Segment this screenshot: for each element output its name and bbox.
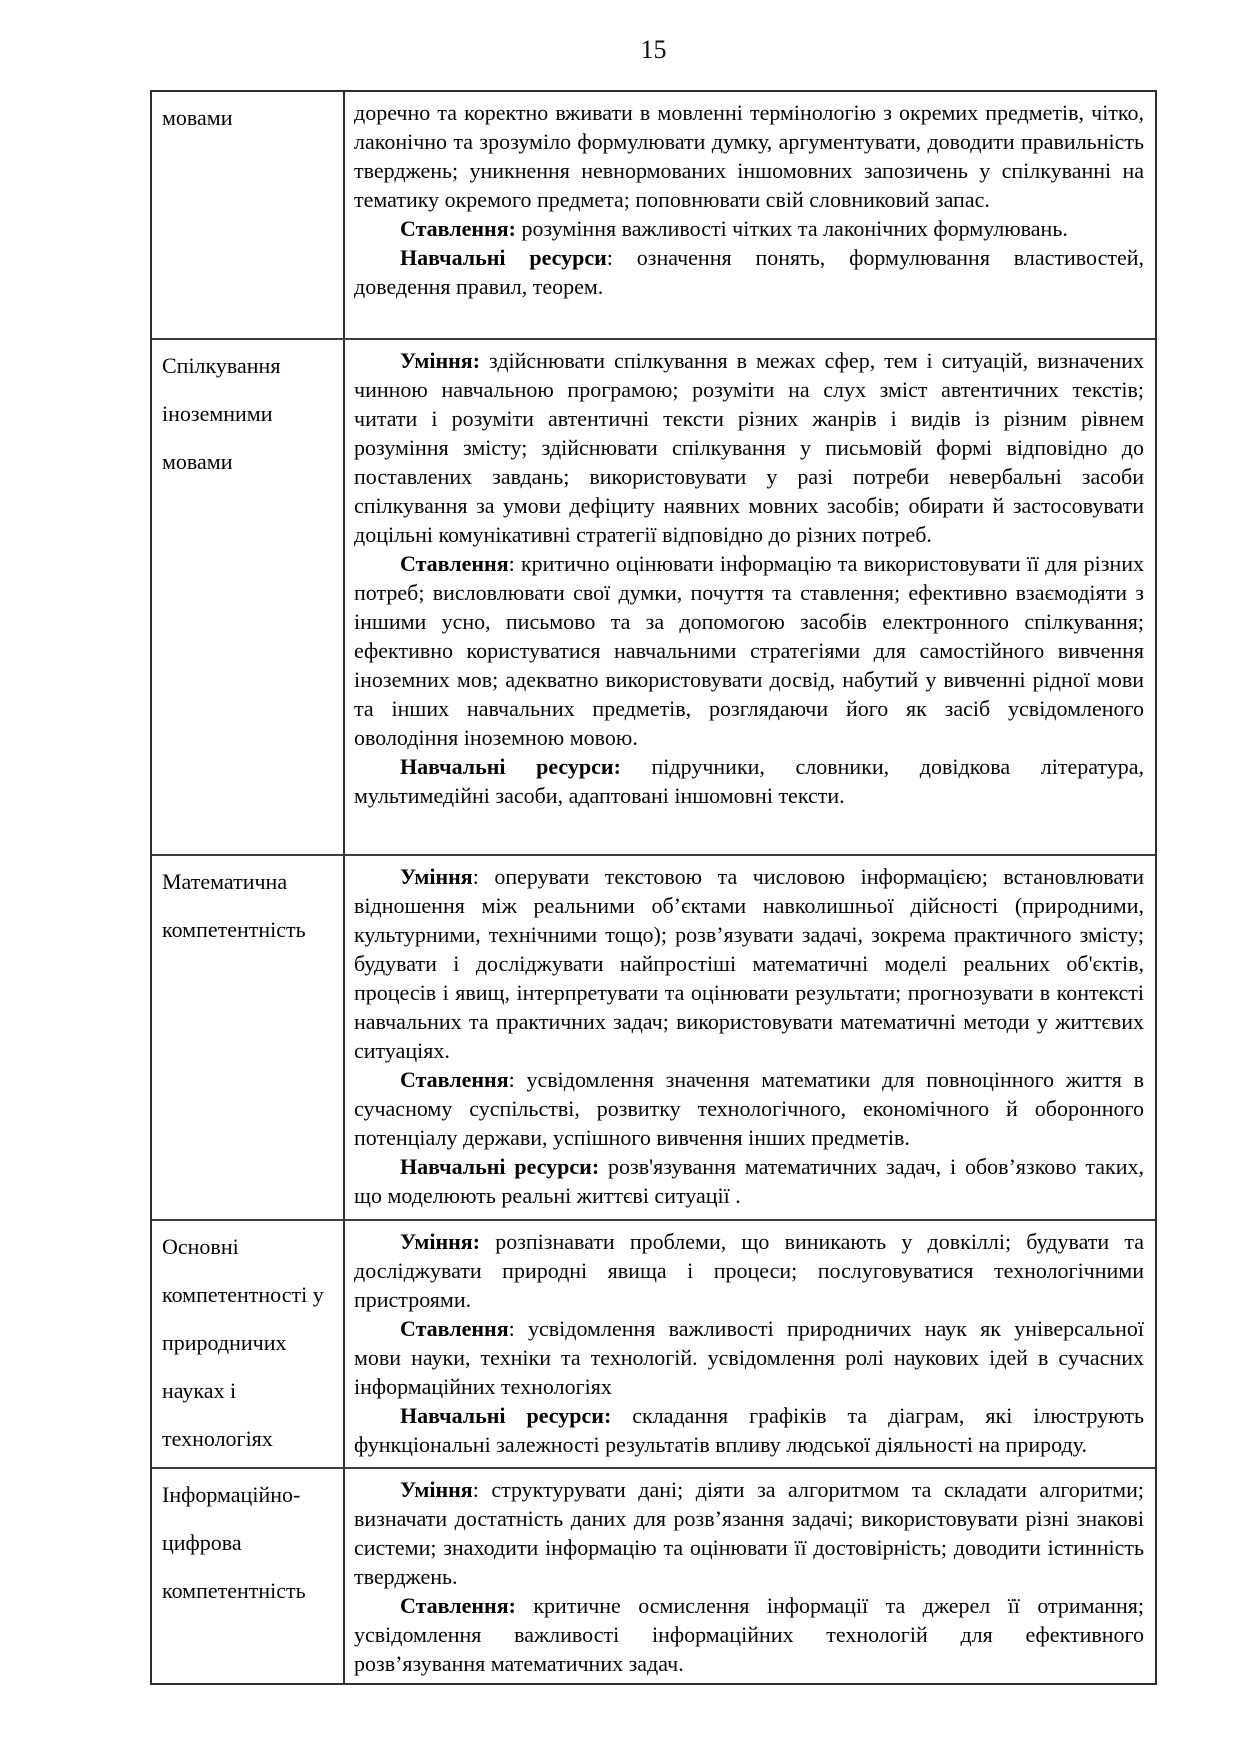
paragraph-text: розуміння важливості чітких та лаконічних формулювань.: [515, 216, 1068, 241]
paragraph-label: Уміння:: [400, 1229, 481, 1254]
paragraph-label: Уміння:: [400, 348, 481, 373]
description-paragraph: [354, 752, 1144, 810]
description-paragraph: [354, 98, 1144, 214]
term-cell: [152, 1221, 345, 1467]
description-paragraph: [354, 1475, 1144, 1591]
term-text: Математична компетентність: [162, 869, 306, 942]
paragraph-text: критичне осмислення інформації та джерел її отримання; усвідомлення важливості інформаційних технологій для ефективного розв’язування математичних задач.: [354, 1593, 1144, 1676]
paragraph-label: Уміння: [400, 864, 473, 889]
paragraph-text: складання графіків та діаграм, які ілюструють функціональні залежності результатів впливу людської діяльності на природу.: [354, 1403, 1144, 1457]
competency-table: [150, 90, 1157, 1685]
paragraph-text: : означення понять, формулювання властивостей, доведення правил, теорем.: [354, 245, 1144, 299]
term-text: Інформаційно-цифрова компетентність: [162, 1482, 306, 1603]
description-paragraph: [354, 1065, 1144, 1152]
description-paragraph: [354, 1591, 1144, 1678]
paragraph-label: Ставлення: [400, 1067, 509, 1092]
paragraph-label: Уміння: [400, 1477, 473, 1502]
description-paragraph: [354, 1314, 1144, 1401]
paragraph-label: Ставлення: [400, 1316, 509, 1341]
description-paragraph: [354, 862, 1144, 1065]
table-row: [152, 92, 1155, 338]
term-cell: [152, 92, 345, 338]
paragraph-label: Ставлення:: [400, 1593, 516, 1618]
description-paragraph: [354, 1152, 1144, 1210]
term-text: мовами: [162, 105, 233, 130]
description-paragraph: [354, 1227, 1144, 1314]
paragraph-text: : критично оцінювати інформацію та використовувати її для різних потреб; висловлювати свої думки, почуття та ставлення; ефективно взаємодіяти з іншими усно, письмово та за допомогою засобів електронного спілкування; ефективно користуватися навчальними стратегіями для самостійного вивчення іноземних мов; адекватно використовувати досвід, набутий у вивченні рідної мови та інших навчальних предметів, розглядаючи його як засіб усвідомленого оволодіння іноземною мовою.: [354, 551, 1144, 750]
description-paragraph: [354, 346, 1144, 549]
description-paragraph: [354, 243, 1144, 301]
description-cell: [345, 1469, 1155, 1683]
description-cell: [345, 856, 1155, 1219]
paragraph-text: : усвідомлення важливості природничих наук як універсальної мови науки, техніки та технологій. усвідомлення ролі наукових ідей в сучасних інформаційних технологіях: [354, 1316, 1144, 1399]
paragraph-text: : усвідомлення значення математики для повноцінного життя в сучасному суспільстві, розвитку технологічного, економічного й оборонного потенціалу держави, успішного вивчення інших предметів.: [354, 1067, 1144, 1150]
paragraph-text: підручники, словники, довідкова література, мультимедійні засоби, адаптовані іншомовні тексти.: [354, 754, 1145, 808]
term-cell: [152, 1469, 345, 1683]
description-paragraph: [354, 1401, 1144, 1459]
paragraph-label: Ставлення:: [400, 216, 516, 241]
paragraph-label: Навчальні ресурси:: [400, 754, 621, 779]
paragraph-label: Навчальні ресурси:: [400, 1403, 612, 1428]
paragraph-text: розпізнавати проблеми, що виникають у довкіллі; будувати та досліджувати природні явища і процеси; послуговуватися технологічними пристроями.: [354, 1229, 1144, 1312]
description-cell: [345, 1221, 1155, 1467]
paragraph-label: Навчальні ресурси:: [400, 1154, 600, 1179]
paragraph-label: Ставлення: [400, 551, 509, 576]
paragraph-text: розв'язування математичних задач, і обов’язково таких, що моделюють реальні життєві ситуації .: [354, 1154, 1145, 1208]
paragraph-text: : оперувати текстовою та числовою інформацією; встановлювати відношення між реальними об’єктами навколишньої дійсності (природними, культурними, технічними тощо); розв’язувати задачі, зокрема практичного змісту; будувати і досліджувати найпростіші математичні моделі реальних об'єктів, процесів і явищ, інтерпретувати та оцінювати результати; прогнозувати в контексті навчальних та практичних задач; використовувати математичні методи у життєвих ситуаціях.: [354, 864, 1144, 1063]
paragraph-text: здійснювати спілкування в межах сфер, тем і ситуацій, визначених чинною навчальною програмою; розуміти на слух зміст автентичних текстів; читати і розуміти автентичні тексти різних жанрів і видів із різним рівнем розуміння змісту; здійснювати спілкування у письмовій формі відповідно до поставлених завдань; використовувати у разі потреби невербальні засоби спілкування за умови дефіциту наявних мовних засобів; обирати й застосовувати доцільні комунікативні стратегії відповідно до різних потреб.: [354, 348, 1144, 547]
description-cell: [345, 340, 1155, 854]
description-paragraph: [354, 549, 1144, 752]
paragraph-label: Навчальні ресурси: [400, 245, 607, 270]
description-cell: [345, 92, 1155, 338]
table-row: [152, 1467, 1155, 1683]
term-cell: [152, 856, 345, 1219]
description-paragraph: [354, 214, 1144, 243]
table-row: [152, 854, 1155, 1219]
page-number: 15: [640, 35, 667, 64]
paragraph-text: : структурувати дані; діяти за алгоритмом та складати алгоритми; визначати достатність даних для розв’язання задачі; використовувати різні знакові системи; знаходити інформацію та оцінювати її достовірність; доводити істинність тверджень.: [354, 1477, 1144, 1589]
term-cell: [152, 340, 345, 854]
term-text: Спілкування іноземними мовами: [162, 353, 281, 474]
term-text: Основні компетентності у природничих науках і технологіях: [162, 1234, 324, 1451]
table-row: [152, 1219, 1155, 1467]
paragraph-text: доречно та коректно вживати в мовленні термінологію з окремих предметів, чітко, лаконічно та зрозуміло формулювати думку, аргументувати, доводити правильність тверджень; уникнення невнормованих іншомовних запозичень у спілкуванні на тематику окремого предмета; поповнювати свій словниковий запас.: [354, 100, 1144, 212]
table-row: [152, 338, 1155, 854]
